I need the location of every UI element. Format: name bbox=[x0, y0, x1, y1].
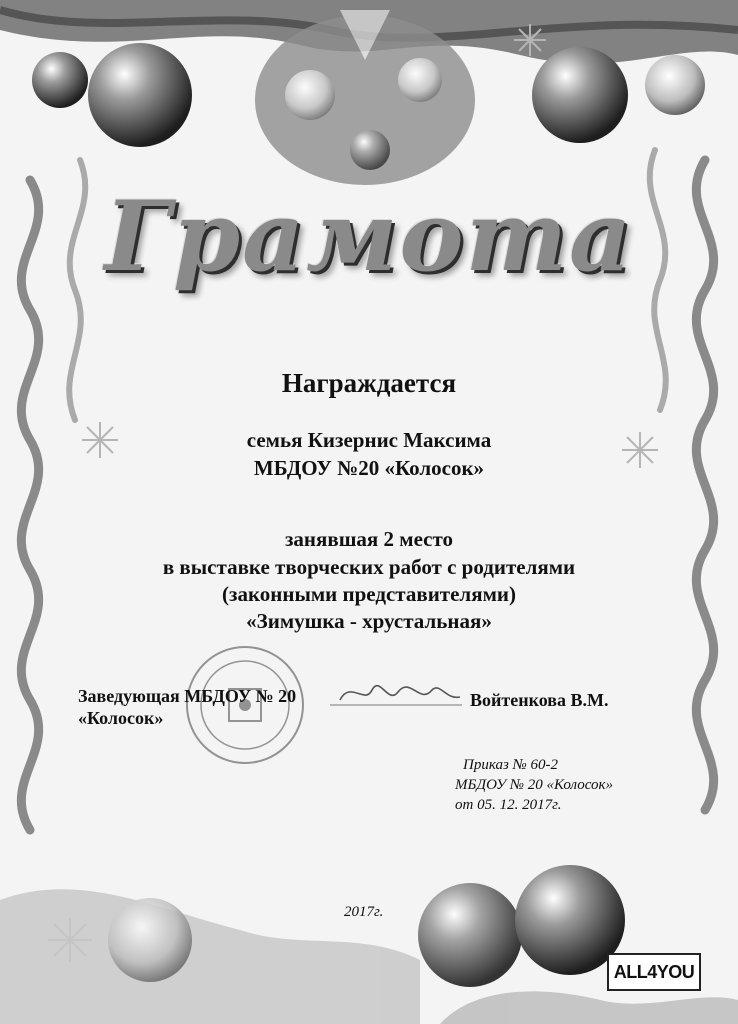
certificate-title: Грамота bbox=[104, 180, 634, 293]
ornament-top-left bbox=[88, 43, 192, 147]
recipient-line-2: МБДОУ №20 «Колосок» bbox=[253, 456, 485, 480]
achievement-line-1: занявшая 2 место bbox=[284, 527, 454, 551]
awarded-label: Награждается bbox=[281, 368, 457, 398]
signer-position-line-2: «Колосок» bbox=[78, 708, 164, 728]
achievement-line-3: (законными представителями) bbox=[222, 582, 516, 606]
achievement-line-2: в выставке творческих работ с родителями bbox=[162, 555, 576, 579]
recipient-line-1: семья Кизернис Максима bbox=[246, 428, 492, 452]
signer-position-line-1: Заведующая МБДОУ № 20 bbox=[78, 686, 297, 706]
achievement-line-4: «Зимушка - хрустальная» bbox=[246, 609, 492, 633]
ornament-top-right bbox=[532, 47, 628, 143]
order-line-3: от 05. 12. 2017г. bbox=[455, 797, 562, 813]
order-line-1: Приказ № 60-2 bbox=[463, 757, 558, 773]
brand-logo: ALL4YOU bbox=[607, 953, 701, 991]
ornament-bottom-left bbox=[108, 898, 192, 982]
signer-name: Войтенкова В.М. bbox=[470, 690, 609, 710]
order-line-2: МБДОУ № 20 «Колосок» bbox=[455, 777, 614, 793]
signature-scribble bbox=[340, 686, 460, 700]
ornament-bottom-center bbox=[418, 883, 522, 987]
certificate-year: 2017г. bbox=[344, 904, 384, 920]
